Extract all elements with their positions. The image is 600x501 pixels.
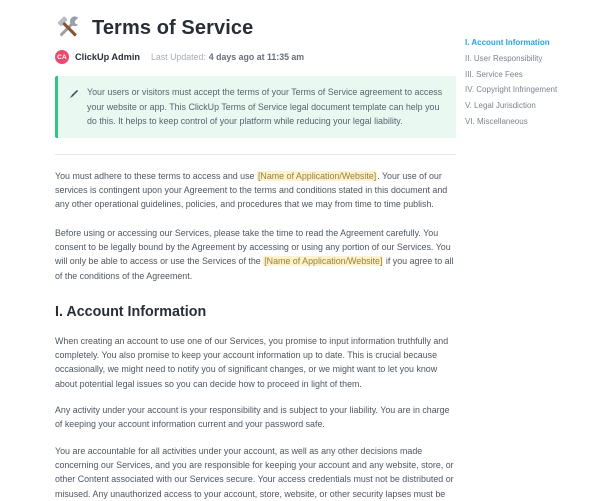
- section-heading-account-information: I. Account Information: [55, 303, 207, 320]
- callout-text: Your users or visitors must accept the terms of your Terms of Service agreement to access your website or app. This ClickUp Terms of Service legal document template can help you do this. It helps to keep control of your platform while reducing your legal liability.: [87, 87, 443, 127]
- paragraph-5: You are accountable for all activities under your account, as well as any other decisions made concerning our Services, and you are responsible for keeping your account and any website, store, or other Content associated with our Services secure. Your access credentials must not be distributed or misused. Any unauthorized access to your account, store, website, or other security lapses must be: [55, 445, 454, 499]
- pen-icon: [68, 87, 79, 98]
- highlighted-placeholder: [Name of Application/Website]: [264, 256, 383, 267]
- table-of-contents: [465, 38, 597, 133]
- title-row: [55, 15, 456, 41]
- paragraph-1: [55, 169, 456, 212]
- author-avatar: CA: [55, 50, 69, 64]
- paragraph-text: . Your use of our services is contingent upon your Agreement to the terms and conditions stated in this document and any other operational guidelines, policies, and procedures that we may from time to time publish.: [55, 170, 448, 210]
- toc-item-service-fees[interactable]: III. Service Fees: [465, 69, 523, 79]
- toc-item-miscellaneous[interactable]: VI. Miscellaneous: [465, 116, 528, 126]
- hammer-wrench-icon: [55, 15, 81, 41]
- paragraph-2: [55, 226, 456, 283]
- toc-item-copyright-infringement[interactable]: IV. Copyright Infringement: [465, 85, 558, 95]
- paragraph-text: You must adhere to these terms to access and use: [55, 170, 257, 181]
- last-updated-value: 4 days ago at 11:35 am: [208, 52, 305, 62]
- last-updated-label: Last Updated:: [151, 52, 206, 62]
- toc-item-account-information[interactable]: I. Account Information: [465, 38, 550, 47]
- author-name[interactable]: ClickUp Admin: [75, 52, 140, 62]
- byline: [55, 50, 456, 64]
- toc-item-user-responsibility[interactable]: II. User Responsibility: [465, 53, 543, 63]
- highlighted-placeholder: [Name of Application/Website]: [257, 170, 377, 181]
- paragraph-text: Before using or accessing our Services, please take the time to read the Agreement carefully. You consent to be legally bound by the Agreement by accessing or using any portion of our Services. You will only be able to access or use the Services of the: [55, 227, 451, 267]
- paragraph-text: if you agree to all of the conditions of the Agreement.: [55, 256, 454, 281]
- callout-banner: [55, 76, 456, 138]
- toc-item-legal-jurisdiction[interactable]: V. Legal Jurisdiction: [465, 101, 536, 111]
- paragraph-4: Any activity under your account is your responsibility and is subject to your liability. You are in charge of keeping your account information current and your password safe.: [55, 405, 450, 430]
- document-body: [55, 15, 456, 501]
- page-title: Terms of Service: [92, 16, 254, 39]
- paragraph-3: When creating an account to use one of our Services, you promise to input information truthfully and completely. You also promise to keep your account information up to date. This is crucial because occasionally, we might need to notify you of significant changes, or we might want to let you know about potential legal issues so you can decide how to proceed in light of them.: [55, 335, 449, 389]
- divider: [55, 154, 456, 155]
